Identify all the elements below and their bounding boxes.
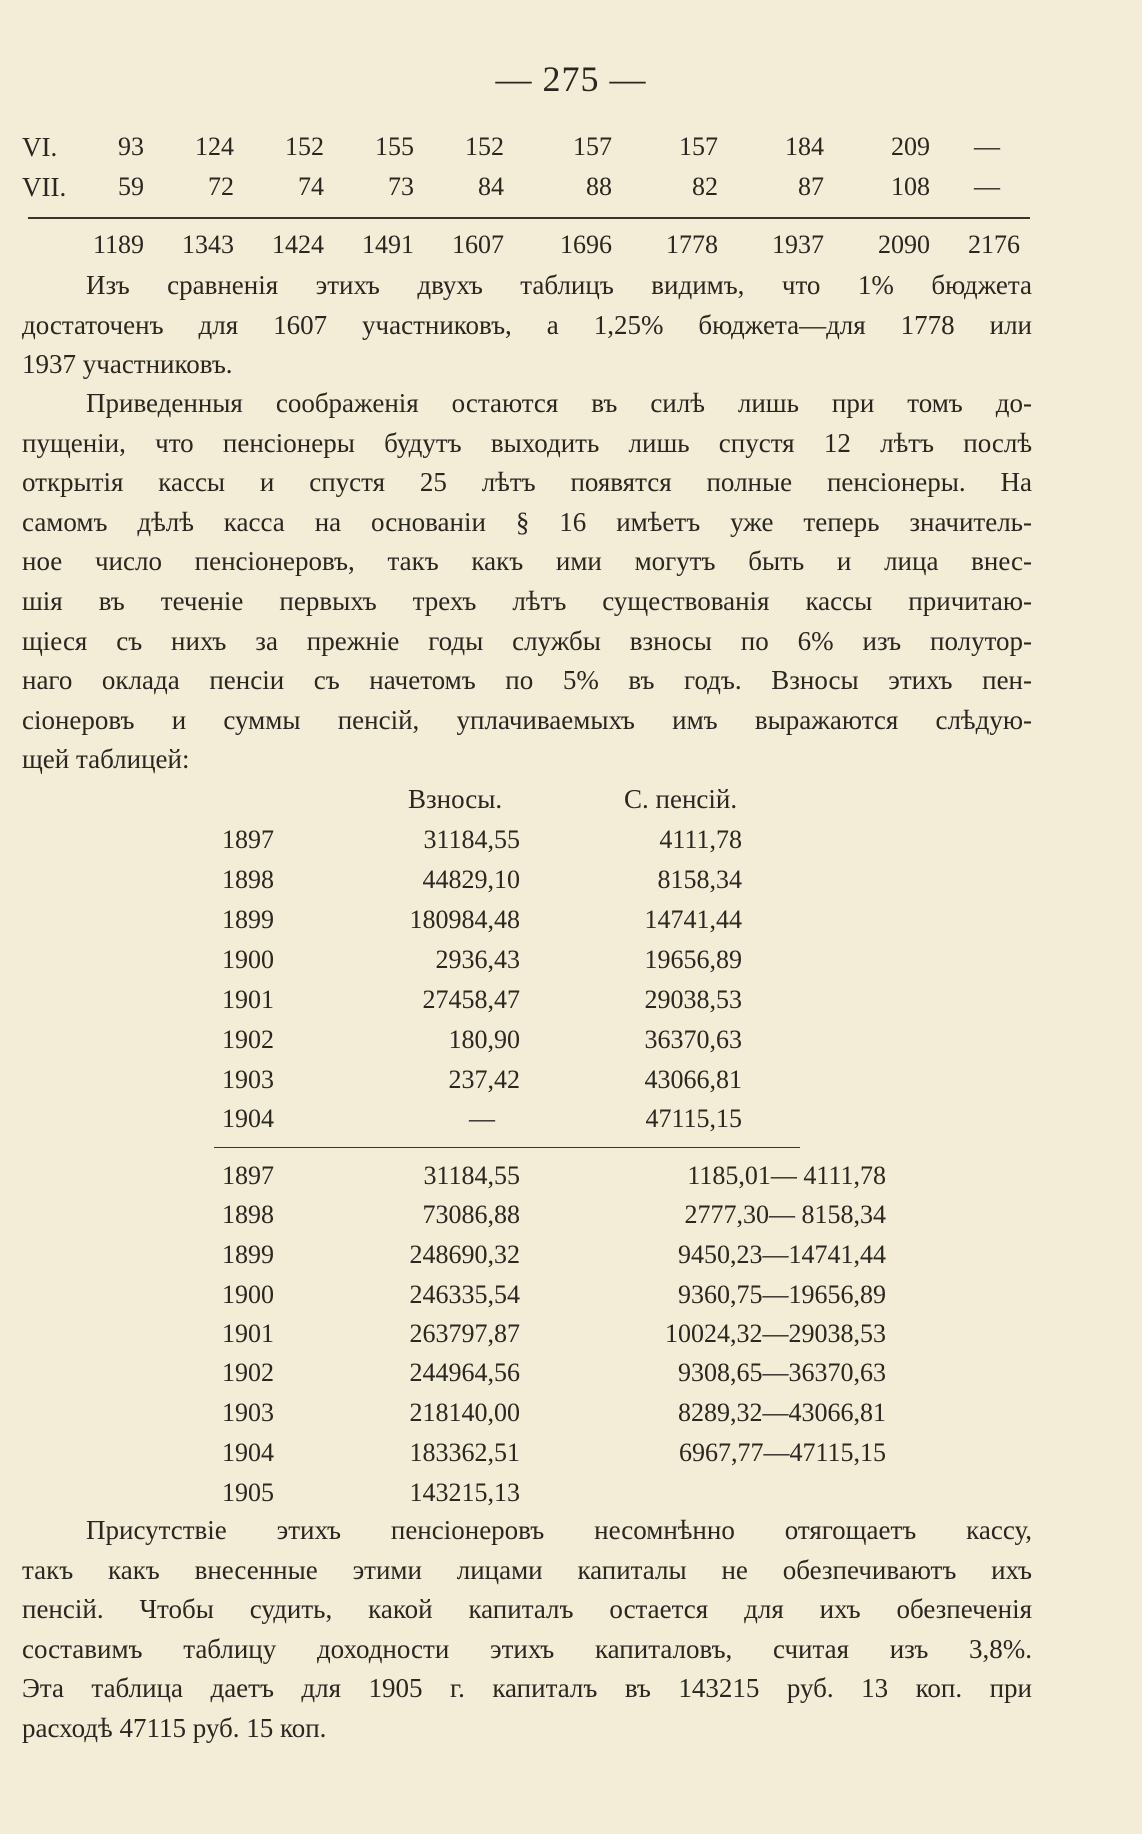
total-cell: 1189 bbox=[92, 230, 144, 259]
contributions-cell: 248690,32 bbox=[409, 1240, 520, 1269]
table-cell: 82 bbox=[692, 172, 718, 201]
table-cell: 157 bbox=[679, 132, 718, 161]
total-cell: 1778 bbox=[666, 230, 718, 259]
text-line: составимъ таблицу доходности этихъ капиталовъ, считая изъ 3,8%. bbox=[22, 1633, 1032, 1664]
table-cell: 72 bbox=[208, 172, 234, 201]
table-cell: — bbox=[974, 132, 1000, 161]
text-line: самомъ дѣлѣ касса на основаніи § 16 имѣетъ уже теперь значитель- bbox=[22, 506, 1032, 537]
pensions-range-cell: 10024,32—29038,53 bbox=[665, 1319, 886, 1348]
table-row bbox=[0, 905, 1142, 945]
pensions-cell: 19656,89 bbox=[644, 945, 742, 974]
table-cell: 209 bbox=[891, 132, 930, 161]
contributions-cell: 31184,55 bbox=[423, 825, 520, 854]
contributions-cell: 73086,88 bbox=[422, 1200, 520, 1229]
table-cell: 152 bbox=[285, 132, 324, 161]
text-line: сіонеровъ и суммы пенсій, уплачиваемыхъ имъ выражаются слѣдую- bbox=[22, 704, 1032, 735]
text-line: пущеніи, что пенсіонеры будутъ выходить лишь спустя 12 лѣтъ послѣ bbox=[22, 427, 1032, 458]
pensions-range-cell: 9360,75—19656,89 bbox=[678, 1280, 886, 1309]
table-cell: 124 bbox=[195, 132, 234, 161]
year-cell: 1905 bbox=[222, 1478, 274, 1507]
year-cell: 1903 bbox=[222, 1065, 274, 1094]
contributions-cell: 237,42 bbox=[448, 1065, 520, 1094]
pensions-cell: 36370,63 bbox=[644, 1025, 742, 1054]
year-cell: 1899 bbox=[222, 905, 274, 934]
header-contributions: Взносы. bbox=[408, 784, 503, 814]
table-cell: 87 bbox=[798, 172, 824, 201]
total-cell: 1343 bbox=[182, 230, 234, 259]
year-cell: 1900 bbox=[222, 1280, 274, 1309]
pensions-range-cell: 9308,65—36370,63 bbox=[678, 1358, 886, 1387]
table-cell: 84 bbox=[478, 172, 504, 201]
contributions-cell: 31184,55 bbox=[423, 1161, 520, 1190]
table-row bbox=[0, 1065, 1142, 1105]
row-label: VII. bbox=[22, 172, 67, 202]
year-cell: 1900 bbox=[222, 945, 274, 974]
pensions-cell: 4111,78 bbox=[659, 825, 742, 854]
year-cell: 1902 bbox=[222, 1358, 274, 1387]
contributions-cell: 44829,10 bbox=[422, 865, 520, 894]
contributions-cell: 180984,48 bbox=[409, 905, 520, 934]
total-cell: 1937 bbox=[772, 230, 824, 259]
year-cell: 1901 bbox=[222, 985, 274, 1014]
table-row bbox=[0, 1438, 1142, 1478]
text-line: Приведенныя соображенія остаются въ силѣ лишь при томъ до- bbox=[86, 388, 1032, 418]
table-row bbox=[0, 1025, 1142, 1065]
total-cell: 2090 bbox=[878, 230, 930, 259]
text-line: пенсій. Чтобы судить, какой капиталъ остается для ихъ обезпеченія bbox=[22, 1594, 1032, 1625]
paragraph-2 bbox=[22, 384, 1032, 780]
year-cell: 1897 bbox=[222, 825, 274, 854]
contributions-cell: 246335,54 bbox=[409, 1280, 520, 1309]
table-cell: 93 bbox=[118, 132, 144, 161]
pensions-cell: 8158,34 bbox=[657, 865, 742, 894]
text-line: шія въ теченіе первыхъ трехъ лѣтъ существованія кассы причитаю- bbox=[22, 585, 1032, 616]
table-row bbox=[0, 1280, 1142, 1320]
paragraph-3 bbox=[22, 1511, 1032, 1749]
year-cell: 1898 bbox=[222, 865, 274, 894]
total-cell: 1607 bbox=[452, 230, 504, 259]
year-cell: 1899 bbox=[222, 1240, 274, 1269]
pensions-range-cell: 9450,23—14741,44 bbox=[678, 1240, 886, 1269]
contributions-cell: 218140,00 bbox=[409, 1398, 520, 1427]
contributions-cell: 263797,87 bbox=[409, 1319, 520, 1348]
table-row bbox=[0, 1200, 1142, 1240]
table-divider bbox=[214, 1147, 800, 1148]
table-cell: 184 bbox=[785, 132, 824, 161]
table-row bbox=[0, 865, 1142, 905]
text-line: расходѣ 47115 руб. 15 коп. bbox=[22, 1712, 327, 1743]
totals-row bbox=[22, 230, 1032, 270]
total-cell: 2176 bbox=[968, 230, 1020, 259]
table-cell: — bbox=[974, 172, 1000, 201]
year-cell: 1904 bbox=[222, 1438, 274, 1467]
text-line: ное число пенсіонеровъ, такъ какъ ими могутъ быть и лица внес- bbox=[22, 546, 1032, 577]
pensions-range-cell: 8289,32—43066,81 bbox=[678, 1398, 886, 1427]
text-line: открытія кассы и спустя 25 лѣтъ появятся полные пенсіонеры. На bbox=[22, 467, 1032, 498]
text-line: Присутствіе этихъ пенсіонеровъ несомнѣнно отягощаетъ кассу, bbox=[86, 1515, 1032, 1545]
total-cell: 1424 bbox=[272, 230, 324, 259]
table-row bbox=[0, 1319, 1142, 1359]
paragraph-1 bbox=[22, 266, 1032, 385]
table-row bbox=[0, 1104, 1142, 1144]
pensions-cell: 29038,53 bbox=[644, 985, 742, 1014]
year-cell: 1901 bbox=[222, 1319, 274, 1348]
text-line: щей таблицей: bbox=[22, 744, 190, 775]
contributions-cell: 183362,51 bbox=[409, 1438, 520, 1467]
table-row bbox=[0, 1240, 1142, 1280]
year-cell: 1902 bbox=[222, 1025, 274, 1054]
header-pensions: С. пенсій. bbox=[624, 784, 738, 814]
table-cell: 73 bbox=[388, 172, 414, 201]
year-cell: 1897 bbox=[222, 1161, 274, 1190]
table-cell: 152 bbox=[465, 132, 504, 161]
table-cell: 59 bbox=[118, 172, 144, 201]
pensions-range-cell: 1185,01— 4111,78 bbox=[687, 1161, 886, 1190]
text-line: достаточенъ для 1607 участниковъ, а 1,25% бюджета—для 1778 или bbox=[22, 309, 1032, 340]
contributions-cell: — bbox=[469, 1104, 495, 1133]
contributions-cell: 244964,56 bbox=[409, 1358, 520, 1387]
page-number: — 275 — bbox=[495, 59, 647, 99]
table-cell: 155 bbox=[375, 132, 414, 161]
table-row bbox=[0, 1161, 1142, 1201]
pensions-range-cell: 2777,30— 8158,34 bbox=[684, 1200, 886, 1229]
total-cell: 1696 bbox=[560, 230, 612, 259]
sum-divider bbox=[28, 217, 1030, 219]
table-cell: 157 bbox=[573, 132, 612, 161]
contributions-cell: 27458,47 bbox=[422, 985, 520, 1014]
top-table bbox=[22, 132, 1032, 212]
year-cell: 1898 bbox=[222, 1200, 274, 1229]
year-cell: 1903 bbox=[222, 1398, 274, 1427]
text-line: 1937 участниковъ. bbox=[22, 349, 233, 380]
table-row bbox=[0, 985, 1142, 1025]
text-line: наго оклада пенсіи съ начетомъ по 5% въ годъ. Взносы этихъ пен- bbox=[22, 665, 1032, 696]
text-line: Изъ сравненія этихъ двухъ таблицъ видимъ, что 1% бюджета bbox=[86, 270, 1032, 300]
table-cell: 88 bbox=[586, 172, 612, 201]
pensions-cell: 47115,15 bbox=[645, 1104, 742, 1133]
contributions-cell: 2936,43 bbox=[435, 945, 520, 974]
table-cell: 108 bbox=[891, 172, 930, 201]
table-row bbox=[22, 172, 1032, 212]
pensions-cell: 43066,81 bbox=[644, 1065, 742, 1094]
table-row bbox=[0, 945, 1142, 985]
pensions-range-cell: 6967,77—47115,15 bbox=[678, 1438, 886, 1467]
text-line: Эта таблица даетъ для 1905 г. капиталъ въ 143215 руб. 13 коп. при bbox=[22, 1673, 1032, 1704]
table-row bbox=[22, 132, 1032, 172]
text-line: такъ какъ внесенные этими лицами капиталы не обезпечиваютъ ихъ bbox=[22, 1554, 1032, 1585]
year-cell: 1904 bbox=[222, 1104, 274, 1133]
text-line: щіеся съ нихъ за прежніе годы службы взносы по 6% изъ полутор- bbox=[22, 625, 1032, 656]
table-row bbox=[0, 1358, 1142, 1398]
table-cell: 74 bbox=[298, 172, 324, 201]
pensions-cell: 14741,44 bbox=[644, 905, 742, 934]
table-row bbox=[0, 1398, 1142, 1438]
row-label: VI. bbox=[22, 132, 58, 162]
table-row bbox=[0, 825, 1142, 865]
contributions-cell: 180,90 bbox=[448, 1025, 520, 1054]
total-cell: 1491 bbox=[362, 230, 414, 259]
contributions-cell: 143215,13 bbox=[409, 1478, 520, 1507]
